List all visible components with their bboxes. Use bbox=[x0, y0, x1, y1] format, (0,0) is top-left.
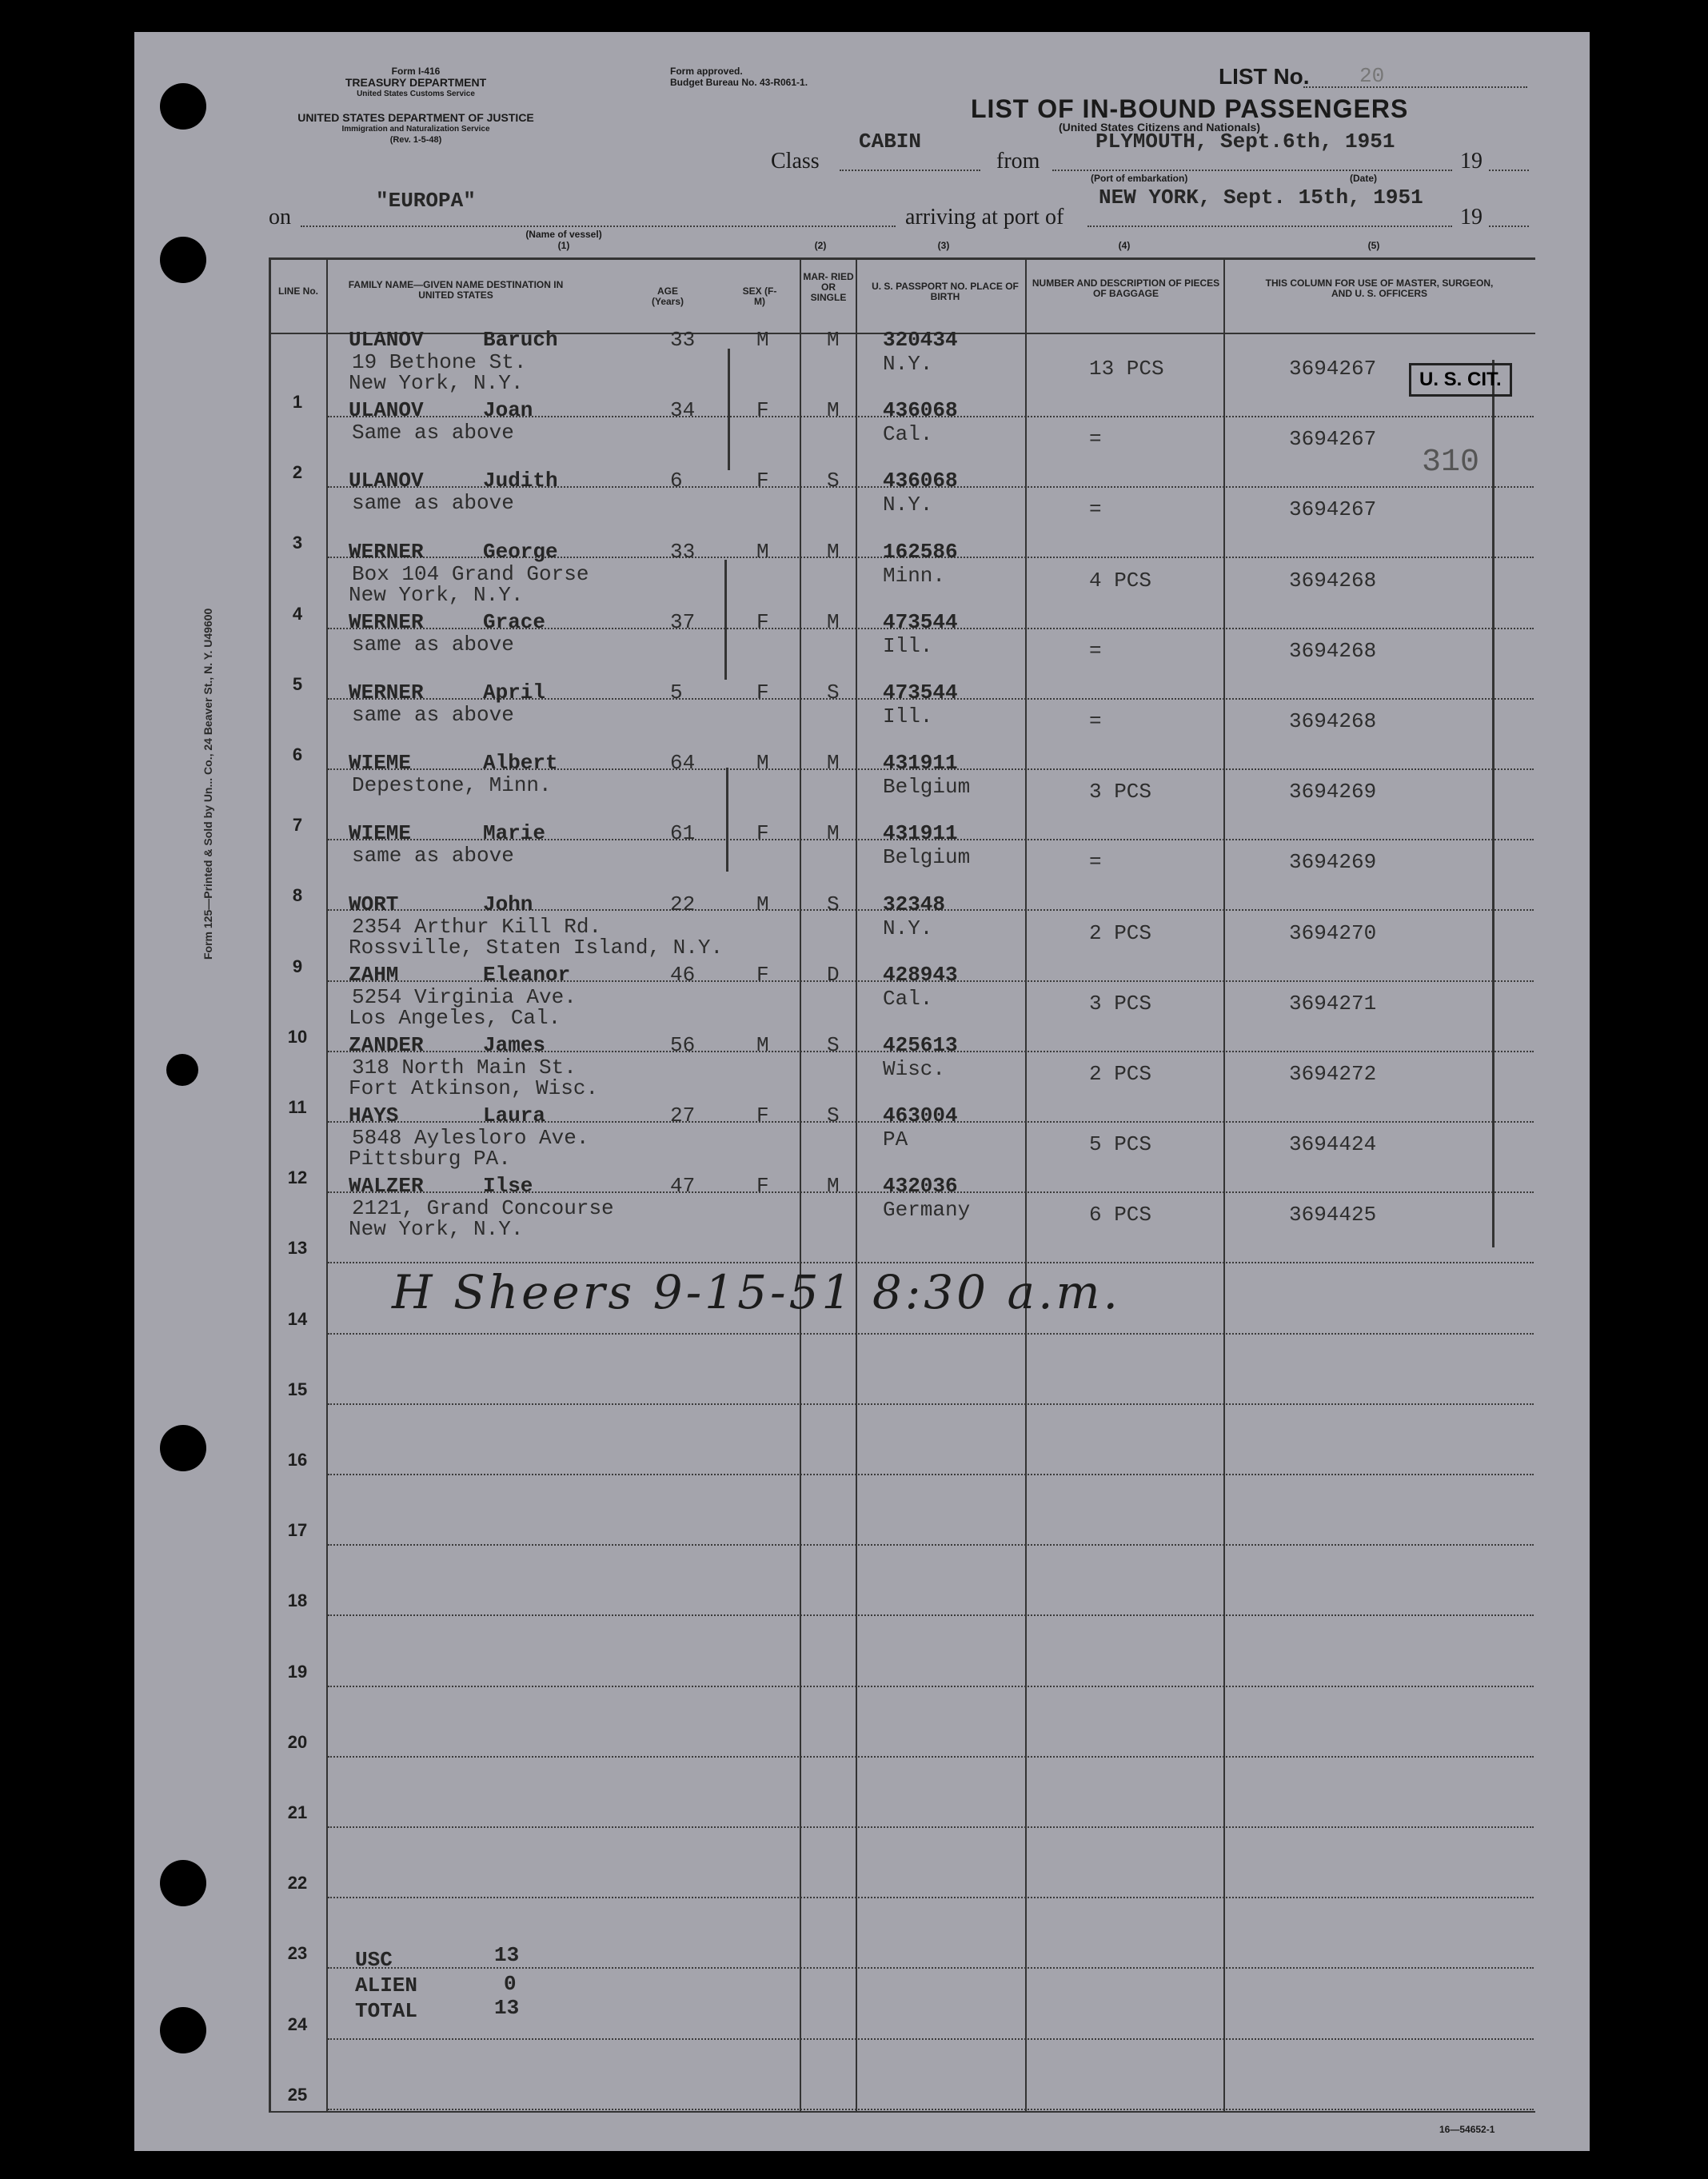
pax-baggage: 2 PCS bbox=[1089, 1062, 1152, 1086]
line-number: 13 bbox=[287, 1238, 308, 1259]
arriving-value: NEW YORK, Sept. 15th, 1951 bbox=[1099, 186, 1423, 210]
binder-hole bbox=[160, 1860, 206, 1906]
line-number: 16 bbox=[287, 1450, 308, 1470]
row-rule bbox=[328, 1262, 1534, 1263]
pax-birthplace: Belgium bbox=[883, 775, 971, 800]
customs-service: United States Customs Service bbox=[357, 90, 475, 98]
table-left-rule bbox=[269, 257, 271, 2111]
hdr-age: AGE (Years) bbox=[651, 285, 684, 307]
pax-family-name: WIEME bbox=[349, 751, 412, 776]
pax-passport-no: 436068 bbox=[883, 469, 958, 493]
pax-birthplace: Belgium bbox=[883, 845, 971, 870]
form-approved: Form approved. bbox=[670, 66, 743, 77]
col-sep-married bbox=[856, 257, 857, 2111]
year-19-b: 19 bbox=[1460, 205, 1483, 229]
pen-bracket bbox=[724, 560, 727, 680]
pax-birthplace: Germany bbox=[883, 1198, 971, 1223]
line-number: 12 bbox=[287, 1167, 308, 1188]
stamp-number: 310 bbox=[1422, 445, 1480, 481]
pax-sex: F bbox=[756, 1103, 769, 1128]
row-rule bbox=[328, 1474, 1534, 1475]
pax-birthplace: Cal. bbox=[883, 986, 933, 1011]
list-subtitle: (United States Citizens and Nationals) bbox=[1058, 121, 1261, 134]
row-rule bbox=[328, 1826, 1534, 1828]
binder-hole bbox=[166, 1054, 198, 1086]
line-number: 7 bbox=[292, 815, 303, 836]
pax-birthplace: Cal. bbox=[883, 422, 933, 447]
pax-baggage: = bbox=[1089, 709, 1102, 733]
pax-age: 5 bbox=[670, 680, 683, 704]
binder-hole bbox=[160, 83, 206, 130]
pax-sex: M bbox=[756, 1033, 769, 1057]
pax-age: 56 bbox=[670, 1033, 696, 1057]
pax-birthplace: PA bbox=[883, 1127, 908, 1152]
year-19-a: 19 bbox=[1460, 149, 1483, 174]
pax-passport-no: 473544 bbox=[883, 609, 958, 634]
arriving-label: arriving at port of bbox=[905, 205, 1064, 229]
pax-address-1: Box 104 Grand Gorse bbox=[352, 561, 589, 586]
col-2-label: (2) bbox=[814, 240, 827, 251]
pax-officer-number: 3694268 bbox=[1289, 709, 1377, 733]
pax-given-name: James bbox=[483, 1033, 546, 1057]
pax-officer-number: 3694271 bbox=[1289, 991, 1377, 1016]
binder-hole bbox=[160, 1425, 206, 1471]
treasury-dept: TREASURY DEPARTMENT bbox=[345, 76, 487, 89]
pax-baggage: 13 PCS bbox=[1089, 357, 1164, 381]
pax-passport-no: 162586 bbox=[883, 539, 958, 564]
class-dots bbox=[840, 170, 980, 171]
ins-service: Immigration and Naturalization Service bbox=[341, 125, 490, 134]
hdr-married: MAR- RIED OR SINGLE bbox=[803, 271, 854, 303]
line-number: 21 bbox=[287, 1802, 308, 1822]
pax-officer-number: 3694269 bbox=[1289, 850, 1377, 875]
footer-code: 16—54652-1 bbox=[1439, 2124, 1495, 2135]
pax-baggage: 3 PCS bbox=[1089, 780, 1152, 804]
alien-value: 0 bbox=[504, 1972, 517, 1996]
row-rule bbox=[328, 2109, 1534, 2110]
form-number: Form I-416 bbox=[391, 66, 441, 77]
pax-officer-number: 3694424 bbox=[1289, 1132, 1377, 1157]
pax-address-1: same as above bbox=[352, 844, 514, 868]
pax-given-name: Grace bbox=[483, 609, 546, 634]
class-label: Class bbox=[771, 149, 820, 174]
pax-address-2: Los Angeles, Cal. bbox=[349, 1005, 561, 1030]
pax-age: 37 bbox=[670, 609, 696, 634]
pax-marital-status: M bbox=[827, 539, 840, 564]
pax-passport-no: 428943 bbox=[883, 962, 958, 987]
pax-sex: F bbox=[756, 609, 769, 634]
pax-age: 33 bbox=[670, 539, 696, 564]
pax-address-2: New York, N.Y. bbox=[349, 371, 524, 395]
pax-baggage: = bbox=[1089, 850, 1102, 875]
printer-side-text: Form 125—Printed & Sold by Un... Co., 24 Beaver St., N. Y. U49600 bbox=[202, 608, 214, 960]
pax-age: 64 bbox=[670, 751, 696, 776]
pax-address-2: New York, N.Y. bbox=[349, 1217, 524, 1242]
pax-baggage: 6 PCS bbox=[1089, 1203, 1152, 1227]
list-no-value: 20 bbox=[1359, 64, 1385, 88]
pax-sex: M bbox=[756, 328, 769, 352]
usc-value: 13 bbox=[494, 1943, 520, 1967]
pen-bracket bbox=[726, 768, 728, 872]
pax-given-name: Ilse bbox=[483, 1174, 533, 1199]
pax-family-name: ULANOV bbox=[349, 398, 424, 423]
hdr-baggage: NUMBER AND DESCRIPTION OF PIECES OF BAGGAGE bbox=[1032, 277, 1220, 299]
pax-officer-number: 3694268 bbox=[1289, 568, 1377, 593]
col-1-label: (1) bbox=[557, 240, 570, 251]
pax-birthplace: Wisc. bbox=[883, 1057, 946, 1081]
pax-birthplace: N.Y. bbox=[883, 352, 933, 376]
pax-passport-no: 463004 bbox=[883, 1103, 958, 1128]
pax-family-name: ULANOV bbox=[349, 469, 424, 493]
col-sep-baggage bbox=[1223, 257, 1225, 2111]
pax-address-1: 19 Bethone St. bbox=[352, 350, 527, 374]
pax-officer-number: 3694269 bbox=[1289, 780, 1377, 804]
line-number: 10 bbox=[287, 1026, 308, 1047]
pax-age: 46 bbox=[670, 962, 696, 987]
pax-officer-number: 3694267 bbox=[1289, 357, 1377, 381]
row-rule bbox=[328, 1544, 1534, 1546]
pax-officer-number: 3694425 bbox=[1289, 1203, 1377, 1227]
row-rule bbox=[328, 1756, 1534, 1758]
line-number: 9 bbox=[292, 956, 303, 976]
pax-given-name: Judith bbox=[483, 469, 558, 493]
pax-marital-status: S bbox=[827, 1103, 840, 1128]
binder-hole bbox=[160, 2007, 206, 2053]
row-rule bbox=[328, 1686, 1534, 1687]
pax-marital-status: M bbox=[827, 328, 840, 352]
pax-baggage: 5 PCS bbox=[1089, 1132, 1152, 1157]
pax-address-1: 2354 Arthur Kill Rd. bbox=[352, 914, 602, 939]
vessel-value: "EUROPA" bbox=[376, 189, 476, 213]
line-number: 18 bbox=[287, 1590, 308, 1611]
pax-given-name: Joan bbox=[483, 398, 533, 423]
pax-family-name: ZAHM bbox=[349, 962, 399, 987]
pax-sex: F bbox=[756, 821, 769, 846]
pax-marital-status: M bbox=[827, 1174, 840, 1199]
pax-age: 33 bbox=[670, 328, 696, 352]
pax-officer-number: 3694267 bbox=[1289, 427, 1377, 452]
pax-family-name: WORT bbox=[349, 892, 399, 916]
line-number: 2 bbox=[292, 462, 303, 483]
table-bottom-rule bbox=[269, 2111, 1535, 2113]
pax-baggage: 2 PCS bbox=[1089, 920, 1152, 945]
pax-age: 34 bbox=[670, 398, 696, 423]
pax-marital-status: S bbox=[827, 469, 840, 493]
pax-address-1: 2121, Grand Concourse bbox=[352, 1196, 614, 1221]
pax-given-name: Albert bbox=[483, 751, 558, 776]
pax-sex: F bbox=[756, 469, 769, 493]
hdr-line-no: LINE No. bbox=[278, 285, 318, 297]
pax-address-2: Fort Atkinson, Wisc. bbox=[349, 1076, 599, 1100]
pax-marital-status: M bbox=[827, 751, 840, 776]
row-rule bbox=[328, 2038, 1534, 2040]
pax-marital-status: M bbox=[827, 398, 840, 423]
pax-passport-no: 432036 bbox=[883, 1174, 958, 1199]
pax-address-1: same as above bbox=[352, 703, 514, 727]
row-rule bbox=[328, 1614, 1534, 1616]
date-label: (Date) bbox=[1350, 173, 1378, 184]
pax-given-name: John bbox=[483, 892, 533, 916]
from-label: from bbox=[996, 149, 1040, 174]
total-label: TOTAL bbox=[355, 1999, 418, 2023]
pax-address-1: same as above bbox=[352, 491, 514, 516]
pax-officer-number: 3694270 bbox=[1289, 920, 1377, 945]
pax-birthplace: N.Y. bbox=[883, 493, 933, 517]
binder-hole bbox=[160, 237, 206, 283]
pax-address-1: 5254 Virginia Ave. bbox=[352, 984, 577, 1009]
pax-given-name: Marie bbox=[483, 821, 546, 846]
line-number: 20 bbox=[287, 1731, 308, 1752]
pax-marital-status: M bbox=[827, 609, 840, 634]
pax-birthplace: Ill. bbox=[883, 633, 933, 658]
on-label: on bbox=[269, 205, 291, 229]
pax-passport-no: 436068 bbox=[883, 398, 958, 423]
pax-age: 47 bbox=[670, 1174, 696, 1199]
pax-sex: F bbox=[756, 1174, 769, 1199]
hdr-passport: U. S. PASSPORT NO. PLACE OF BIRTH bbox=[872, 281, 1019, 302]
pax-marital-status: M bbox=[827, 821, 840, 846]
alien-label: ALIEN bbox=[355, 1973, 418, 1997]
line-number: 5 bbox=[292, 673, 303, 694]
pax-marital-status: S bbox=[827, 1033, 840, 1057]
pax-officer-number: 3694268 bbox=[1289, 638, 1377, 663]
line-number: 3 bbox=[292, 533, 303, 553]
line-number: 14 bbox=[287, 1308, 308, 1329]
hdr-name: FAMILY NAME—GIVEN NAME DESTINATION IN UNITED STATES bbox=[348, 279, 564, 301]
pax-birthplace: Minn. bbox=[883, 563, 946, 588]
pax-passport-no: 320434 bbox=[883, 328, 958, 352]
pax-family-name: HAYS bbox=[349, 1103, 399, 1128]
year-dots-b bbox=[1489, 225, 1529, 227]
pax-officer-number: 3694267 bbox=[1289, 497, 1377, 522]
row-rule bbox=[328, 1967, 1534, 1969]
col-sep-passport bbox=[1025, 257, 1027, 2111]
pax-address-2: New York, N.Y. bbox=[349, 582, 524, 607]
pax-family-name: ZANDER bbox=[349, 1033, 424, 1057]
pax-given-name: Baruch bbox=[483, 328, 558, 352]
col-4-label: (4) bbox=[1118, 240, 1131, 251]
form-revision: (Rev. 1-5-48) bbox=[389, 135, 442, 145]
pax-age: 61 bbox=[670, 821, 696, 846]
pax-address-1: same as above bbox=[352, 632, 514, 656]
pax-sex: F bbox=[756, 962, 769, 987]
pax-family-name: WIEME bbox=[349, 821, 412, 846]
pax-passport-no: 431911 bbox=[883, 821, 958, 846]
pax-given-name: George bbox=[483, 539, 558, 564]
line-number: 25 bbox=[287, 2084, 308, 2105]
pax-family-name: WALZER bbox=[349, 1174, 424, 1199]
pen-bracket bbox=[1492, 360, 1494, 1247]
pax-baggage: 4 PCS bbox=[1089, 568, 1152, 593]
pax-given-name: Laura bbox=[483, 1103, 546, 1128]
pax-age: 22 bbox=[670, 892, 696, 916]
pax-birthplace: N.Y. bbox=[883, 916, 933, 940]
line-number: 11 bbox=[288, 1097, 307, 1117]
pax-family-name: ULANOV bbox=[349, 328, 424, 352]
pax-passport-no: 425613 bbox=[883, 1033, 958, 1057]
pax-baggage: = bbox=[1089, 638, 1102, 663]
arriving-dots bbox=[1087, 225, 1452, 227]
pax-age: 6 bbox=[670, 469, 683, 493]
pax-sex: M bbox=[756, 539, 769, 564]
col-sep-age bbox=[800, 257, 801, 2111]
hdr-officers: THIS COLUMN FOR USE OF MASTER, SURGEON, AND U. S. OFFICERS bbox=[1265, 277, 1494, 299]
pax-marital-status: D bbox=[827, 962, 840, 987]
table-top-rule bbox=[269, 257, 1535, 260]
pax-address-1: 5848 Aylesloro Ave. bbox=[352, 1126, 589, 1151]
list-title: LIST OF IN-BOUND PASSENGERS bbox=[971, 94, 1409, 123]
line-number: 15 bbox=[287, 1379, 308, 1399]
pax-passport-no: 473544 bbox=[883, 680, 958, 704]
total-value: 13 bbox=[494, 1996, 520, 2020]
year-dots-a bbox=[1489, 170, 1529, 171]
row-rule bbox=[328, 1333, 1534, 1335]
line-number: 6 bbox=[292, 744, 303, 764]
pen-bracket bbox=[728, 349, 730, 470]
pax-address-1: Depestone, Minn. bbox=[352, 773, 552, 798]
col-3-label: (3) bbox=[937, 240, 950, 251]
line-number: 8 bbox=[292, 885, 303, 906]
pax-address-2: Pittsburg PA. bbox=[349, 1147, 511, 1171]
usc-label: USC bbox=[355, 1948, 393, 1972]
line-number: 4 bbox=[292, 603, 303, 624]
pax-address-1: Same as above bbox=[352, 421, 514, 445]
vessel-dots bbox=[301, 225, 896, 227]
list-no-label: LIST No. bbox=[1219, 64, 1310, 89]
line-number: 22 bbox=[287, 1873, 308, 1894]
line-number: 1 bbox=[292, 392, 303, 412]
from-dots bbox=[1052, 170, 1452, 171]
pax-sex: M bbox=[756, 751, 769, 776]
line-number: 24 bbox=[287, 2013, 308, 2034]
pax-address-2: Rossville, Staten Island, N.Y. bbox=[349, 935, 724, 960]
port-embark-label: (Port of embarkation) bbox=[1091, 173, 1188, 184]
budget-bureau: Budget Bureau No. 43-R061-1. bbox=[670, 77, 808, 88]
pax-sex: F bbox=[756, 398, 769, 423]
pax-age: 27 bbox=[670, 1103, 696, 1128]
list-no-dots bbox=[1303, 86, 1527, 88]
pax-given-name: April bbox=[483, 680, 546, 704]
col-sep-line bbox=[326, 257, 328, 2111]
pax-family-name: WERNER bbox=[349, 539, 424, 564]
pax-family-name: WERNER bbox=[349, 680, 424, 704]
pax-passport-no: 32348 bbox=[883, 892, 946, 916]
hdr-sex: SEX (F-M) bbox=[742, 285, 777, 307]
vessel-label: (Name of vessel) bbox=[525, 229, 602, 240]
pax-sex: F bbox=[756, 680, 769, 704]
pax-marital-status: S bbox=[827, 680, 840, 704]
us-citizen-stamp: U. S. CIT. bbox=[1409, 363, 1512, 397]
inspector-signature: H Sheers 9-15-51 8:30 a.m. bbox=[392, 1265, 1121, 1319]
line-number: 23 bbox=[287, 1943, 308, 1964]
pax-officer-number: 3694272 bbox=[1289, 1062, 1377, 1086]
row-rule bbox=[328, 1403, 1534, 1405]
from-value: PLYMOUTH, Sept.6th, 1951 bbox=[1095, 130, 1395, 154]
pax-given-name: Eleanor bbox=[483, 962, 571, 987]
pax-passport-no: 431911 bbox=[883, 751, 958, 776]
pax-baggage: = bbox=[1089, 427, 1102, 452]
row-rule bbox=[328, 1897, 1534, 1898]
line-number: 19 bbox=[287, 1661, 308, 1682]
class-value: CABIN bbox=[859, 130, 922, 154]
pax-birthplace: Ill. bbox=[883, 704, 933, 728]
pax-address-1: 318 North Main St. bbox=[352, 1056, 577, 1080]
pax-marital-status: S bbox=[827, 892, 840, 916]
pax-family-name: WERNER bbox=[349, 609, 424, 634]
col-5-label: (5) bbox=[1367, 240, 1380, 251]
justice-dept: UNITED STATES DEPARTMENT OF JUSTICE bbox=[297, 111, 534, 124]
line-number: 17 bbox=[287, 1520, 308, 1541]
pax-baggage: 3 PCS bbox=[1089, 991, 1152, 1016]
pax-sex: M bbox=[756, 892, 769, 916]
pax-baggage: = bbox=[1089, 497, 1102, 522]
